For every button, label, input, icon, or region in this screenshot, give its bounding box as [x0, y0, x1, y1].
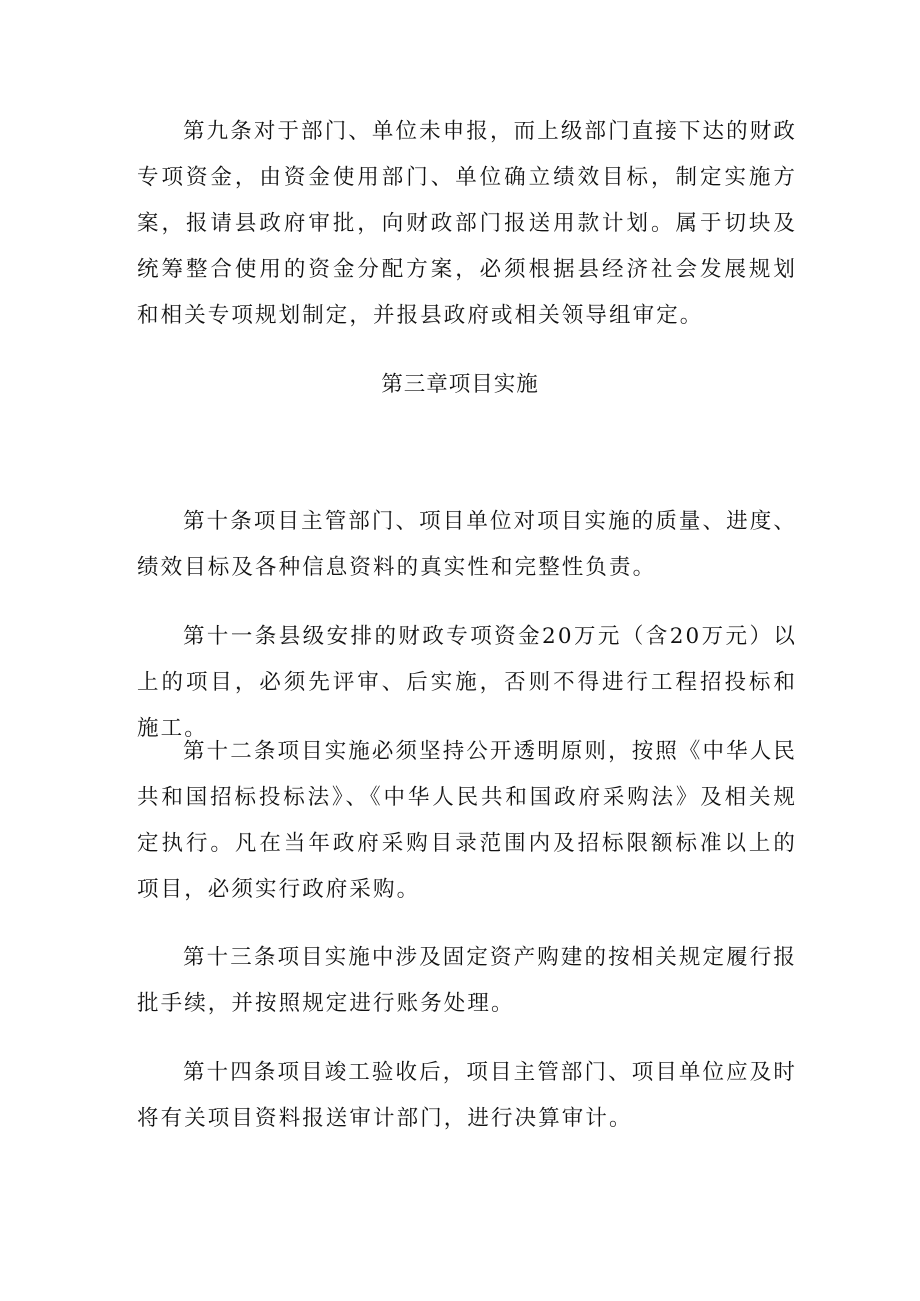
article-12-paragraph: 第十二条项目实施必须坚持公开透明原则，按照《中华人民共和国招标投标法》、《中华人民共和国政府采购法》及相关规定执行。凡在当年政府采购目录范围内及招标限额标准以上的项目，必须实行政府采购。 [137, 739, 797, 902]
chapter-3-heading: 第三章项目实施 [381, 372, 539, 397]
article-9-paragraph: 第九条对于部门、单位未申报，而上级部门直接下达的财政专项资金，由资金使用部门、单位确立绩效目标，制定实施方案，报请县政府审批，向财政部门报送用款计划。属于切块及统筹整合使用的资金分配方案，必须根据县经济社会发展规划和相关专项规划制定，并报县政府或相关领导组审定。 [137, 119, 797, 328]
article-14-paragraph: 第十四条项目竣工验收后，项目主管部门、项目单位应及时将有关项目资料报送审计部门，进行决算审计。 [137, 1060, 797, 1131]
article-13-paragraph: 第十三条项目实施中涉及固定资产购建的按相关规定履行报批手续，并按照规定进行账务处理。 [137, 945, 797, 1016]
article-11-paragraph: 第十一条县级安排的财政专项资金20万元（含20万元）以上的项目，必须先评审、后实施，否则不得进行工程招投标和施工。 [137, 624, 797, 741]
article-10-paragraph: 第十条项目主管部门、项目单位对项目实施的质量、进度、绩效目标及各种信息资料的真实性和完整性负责。 [137, 509, 797, 580]
